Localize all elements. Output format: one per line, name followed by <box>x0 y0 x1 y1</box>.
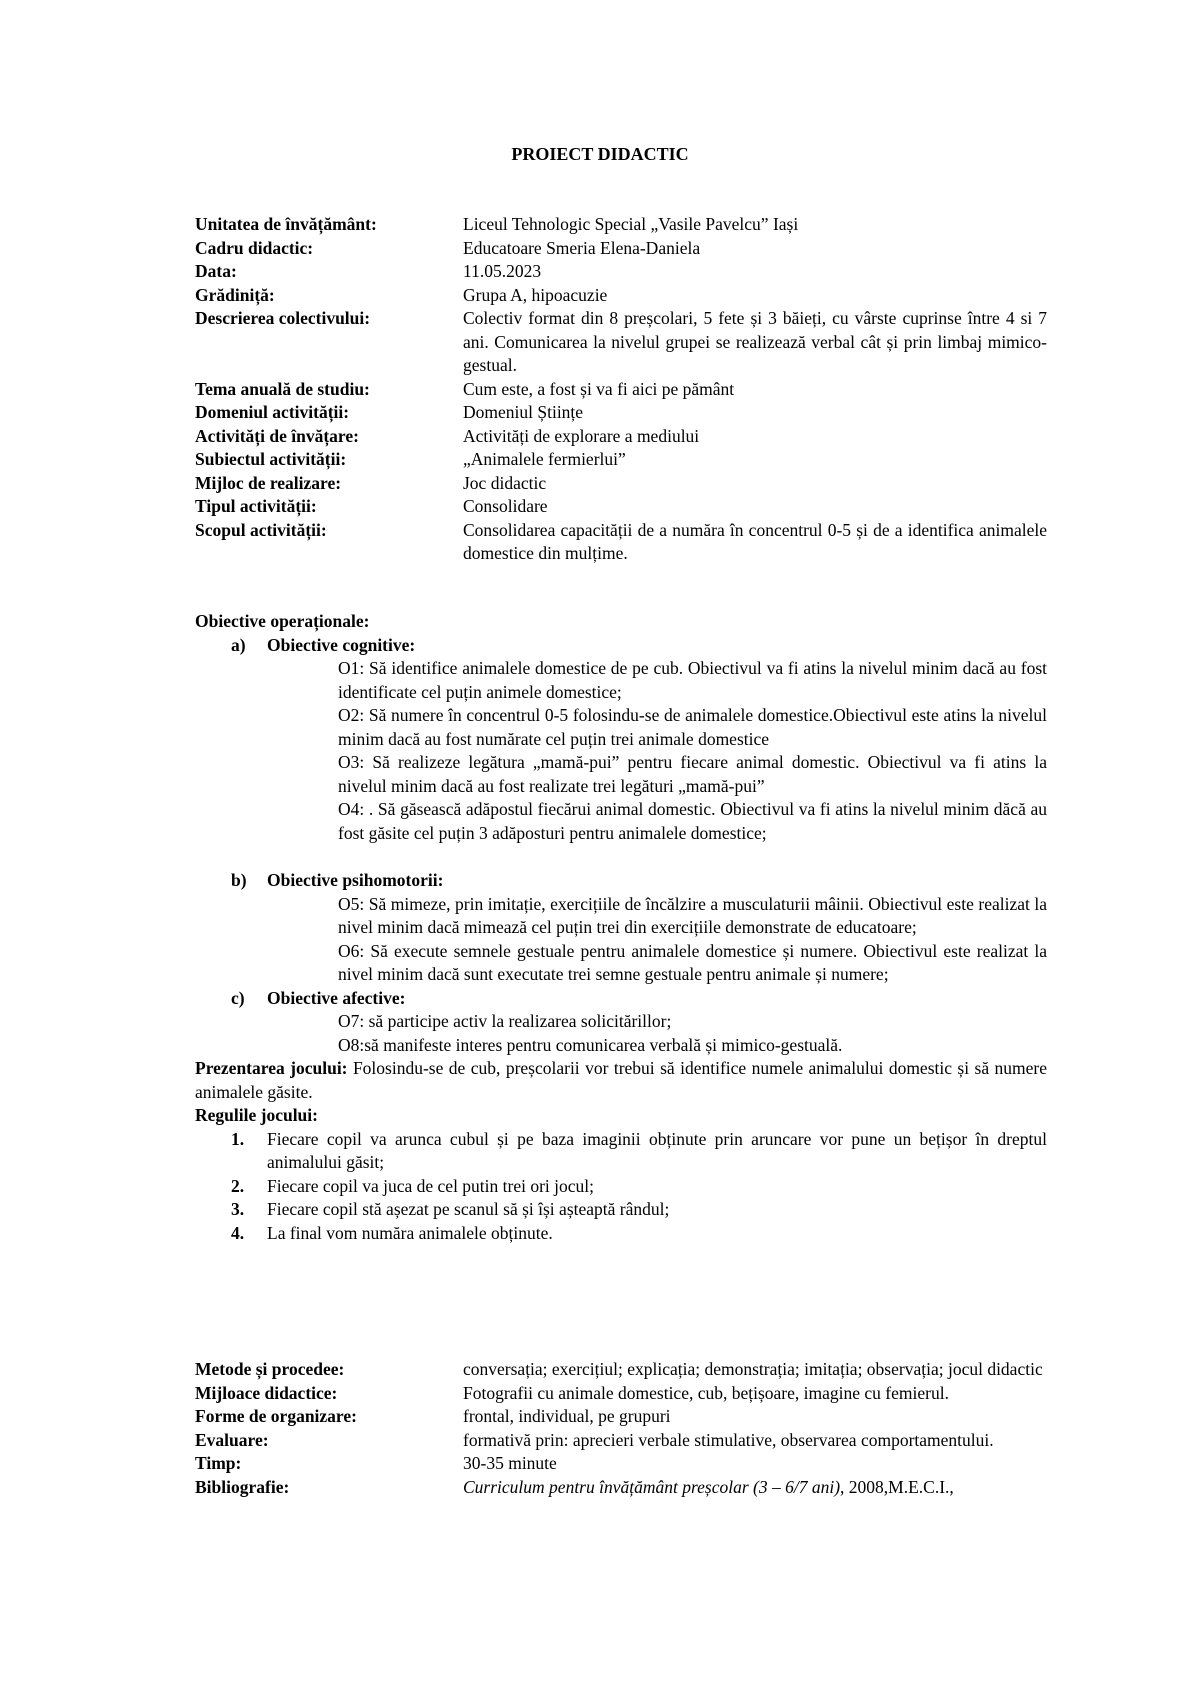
objective-item: O1: Să identifice animalele domestice de pe cub. Obiectivul va fi atins la nivelul minim dacă au fost identificate cel puțin animele domestice; <box>338 658 1047 702</box>
rule-text: La final vom număra animalele obținute. <box>267 1222 553 1243</box>
info-row <box>195 1358 1047 1382</box>
group-title: Obiective psihomotorii: <box>267 870 444 890</box>
bibliography-title: Curriculum pentru învățământ preșcolar (3 – 6/7 ani) <box>463 1476 841 1497</box>
info-row <box>195 519 1047 566</box>
rule-number: 2. <box>231 1175 245 1196</box>
list-item <box>231 1222 1047 1246</box>
info-label: Scopul activității: <box>195 519 327 540</box>
objective-item: O6: Să execute semnele gestuale pentru animalele domestice și numere. Obiectivul este realizat la nivel minim dacă sunt executate trei semne gestuale pentru animale și numere; <box>338 940 1047 984</box>
info-value: Consolidarea capacității de a număra în concentrul 0-5 și de a identifica animalele domestice din mulțime. <box>463 519 1047 563</box>
info-row <box>195 401 1047 425</box>
spacer <box>195 845 1047 869</box>
bibliography-label: Bibliografie: <box>195 1476 290 1497</box>
info-label: Grădiniță: <box>195 284 275 305</box>
info-row <box>195 425 1047 449</box>
info-value: frontal, individual, pe grupuri <box>463 1406 671 1426</box>
info-row <box>195 448 1047 472</box>
info-label: Evaluare: <box>195 1429 269 1450</box>
info-label: Mijloace didactice: <box>195 1382 338 1403</box>
list-item <box>231 1198 1047 1222</box>
objective-item: O7: să participe activ la realizarea solicitărillor; <box>338 1011 672 1031</box>
info-value: Activități de explorare a mediului <box>463 425 700 446</box>
game-presentation-text: Folosindu-se de cub, preșcolarii vor trebui să identifice numele animalului domestic și să numere animalele găsite. <box>195 1058 1048 1102</box>
info-row <box>195 495 1047 519</box>
info-label: Subiectul activității: <box>195 449 347 469</box>
info-label: Mijloc de realizare: <box>195 472 342 493</box>
objective-item: O8:să manifeste interes pentru comunicarea verbală și mimico-gestuală. <box>338 1034 843 1055</box>
info-value: Consolidare <box>463 496 548 516</box>
info-value: Educatoare Smeria Elena-Daniela <box>463 237 701 258</box>
info-value: 30-35 minute <box>463 1453 557 1473</box>
info-label: Activități de învățare: <box>195 425 359 446</box>
objectives-section <box>195 610 1047 1245</box>
info-label: Descrierea colectivului: <box>195 308 371 328</box>
info-value: „Animalele fermierlui” <box>463 449 626 469</box>
info-value: Liceul Tehnologic Special „Vasile Pavelcu” Iași <box>463 214 799 234</box>
info-value: Fotografii cu animale domestice, cub, bețișoare, imagine cu femierul. <box>463 1382 949 1403</box>
objective-item: O4: . Să găsească adăpostul fiecărui animal domestic. Obiectivul va fi atins la nivelul minim dăcă au fost găsite cel puțin 3 adăposturi pentru animalele domestice; <box>338 799 1047 843</box>
info-label: Forme de organizare: <box>195 1406 357 1426</box>
info-row <box>195 213 1047 237</box>
rule-number: 4. <box>231 1222 245 1243</box>
info-label: Tema anuală de studiu: <box>195 378 370 399</box>
rule-number: 1. <box>231 1128 245 1149</box>
info-row <box>195 1405 1047 1429</box>
info-row <box>195 237 1047 261</box>
group-letter: c) <box>231 987 245 1008</box>
info-row <box>195 1452 1047 1476</box>
objective-item: O3: Să realizeze legătura „mamă-pui” pentru fiecare animal domestic. Obiectivul va fi atins la nivelul minim dacă au fost realizate trei legături „mamă-pui” <box>338 752 1047 796</box>
info-row <box>195 284 1047 308</box>
info-label: Domeniul activității: <box>195 402 350 422</box>
info-value: Joc didactic <box>463 472 547 493</box>
info-row <box>195 1429 1047 1453</box>
objective-group-heading <box>231 634 1047 658</box>
info-row <box>195 307 1047 378</box>
info-value: formativă prin: aprecieri verbale stimulative, observarea comportamentului. <box>463 1429 994 1450</box>
objective-group-heading <box>231 987 1047 1011</box>
page-title: PROIECT DIDACTIC <box>511 144 689 164</box>
info-value: Domeniul Științe <box>463 402 584 422</box>
header-info <box>195 213 1047 566</box>
rule-text: Fiecare copil va arunca cubul și pe baza imaginii obținute prin aruncare vor pune un bețișor în dreptul animalului găsit; <box>267 1128 1047 1172</box>
game-presentation-label: Prezentarea jocului: <box>195 1058 348 1078</box>
group-title: Obiective afective: <box>267 987 406 1008</box>
rules-list <box>195 1128 1047 1246</box>
info-value: Colectiv format din 8 preșcolari, 5 fete și 3 băieți, cu vârste cuprinse între 4 si 7 ani. Comunicarea la nivelul grupei se realizează verbal cât și prin limbaj mimico-gestual. <box>463 308 1047 375</box>
info-label: Unitatea de învățământ: <box>195 214 377 234</box>
group-title: Obiective cognitive: <box>267 634 416 655</box>
info-value: Cum este, a fost și va fi aici pe pământ <box>463 378 735 399</box>
rule-text: Fiecare copil va juca de cel putin trei ori jocul; <box>267 1175 595 1196</box>
bibliography-row <box>195 1476 1047 1500</box>
info-value: Grupa A, hipoacuzie <box>463 284 608 305</box>
info-label: Data: <box>195 261 237 281</box>
rule-text: Fiecare copil stă așezat pe scanul să și își așteaptă rândul; <box>267 1199 670 1219</box>
bibliography-rest: , 2008,M.E.C.I., <box>840 1476 954 1497</box>
info-row <box>195 1382 1047 1406</box>
info-label: Metode și procedee: <box>195 1359 345 1379</box>
list-item <box>231 1128 1047 1175</box>
info-value: conversația; exercițiul; explicația; demonstrația; imitația; observația; jocul didactic <box>463 1359 1043 1379</box>
info-label: Tipul activității: <box>195 496 317 516</box>
info-row <box>195 378 1047 402</box>
game-presentation <box>195 1057 1047 1104</box>
rule-number: 3. <box>231 1199 245 1219</box>
objective-group-heading <box>231 869 1047 893</box>
info-row <box>195 260 1047 284</box>
info-value: 11.05.2023 <box>463 261 542 281</box>
info-label: Cadru didactic: <box>195 237 314 258</box>
list-item <box>231 1175 1047 1199</box>
group-letter: a) <box>231 634 246 655</box>
objective-item: O2: Să numere în concentrul 0-5 folosindu-se de animalele domestice.Obiectivul este atins la nivelul minim dacă au fost numărate cel puțin trei animale domestice <box>338 705 1047 749</box>
group-letter: b) <box>231 870 247 890</box>
objectives-heading: Obiective operaționale: <box>195 611 370 631</box>
bibliography-value <box>463 1476 1047 1500</box>
info-row <box>195 472 1047 496</box>
rules-heading: Regulile jocului: <box>195 1105 318 1125</box>
objective-item: O5: Să mimeze, prin imitație, exercițiile de încălzire a musculaturii mâinii. Obiectivul este realizat la nivel minim dacă mimează cel puțin trei din exercițiile demonstrate de educatoare; <box>338 893 1047 937</box>
footer-info <box>195 1358 1047 1499</box>
info-label: Timp: <box>195 1453 242 1473</box>
